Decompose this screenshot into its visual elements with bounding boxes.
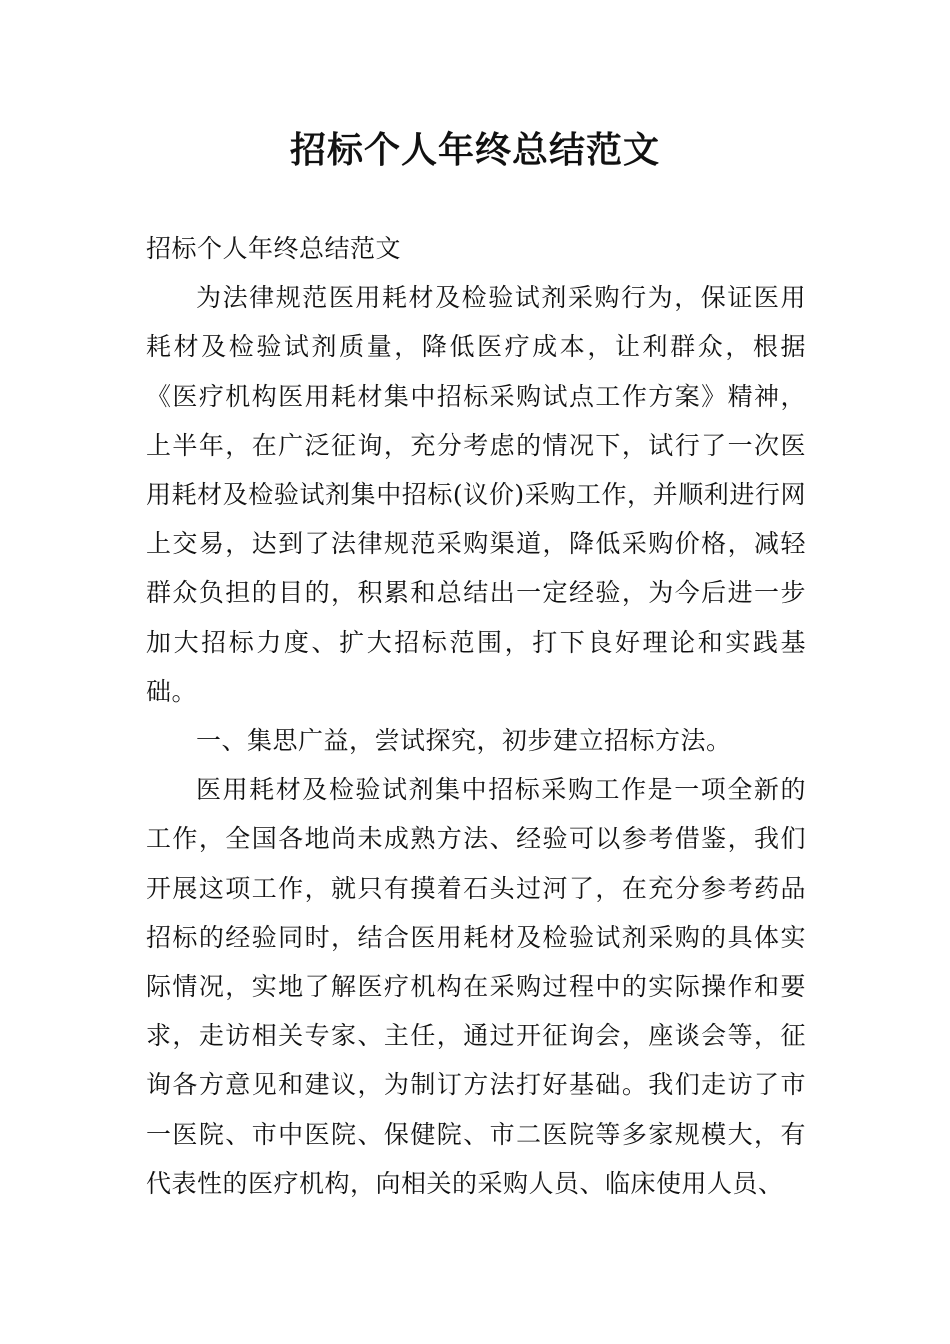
section-heading: 一、集思广益，尝试探究，初步建立招标方法。 (196, 726, 732, 756)
intro-paragraph: 为法律规范医用耗材及检验试剂采购行为，保证医用耗材及检验试剂质量，降低医疗成本，让利群众，根据《医疗机构医用耗材集中招标采购试点工作方案》精神，上半年，在广泛征询，充分考虑的情况下，试行了一次医用耗材及检验试剂集中招标(议价)采购工作，并顺利进行网上交易，达到了法律规范采购渠道，降低采购价格，减轻群众负担的目的，积累和总结出一定经验，为今后进一步加大招标力度、扩大招标范围，打下良好理论和实践基础。 (146, 283, 806, 706)
document-title: 招标个人年终总结范文 (289, 129, 660, 171)
document-body (146, 224, 806, 1208)
subtitle-paragraph: 招标个人年终总结范文 (146, 234, 402, 263)
section-paragraph: 医用耗材及检验试剂集中招标采购工作是一项全新的工作，全国各地尚未成熟方法、经验可以参考借鉴，我们开展这项工作，就只有摸着石头过河了，在充分参考药品招标的经验同时，结合医用耗材及检验试剂采购的具体实际情况，实地了解医疗机构在采购过程中的实际操作和要求，走访相关专家、主任，通过开征询会，座谈会等，征询各方意见和建议，为制订方法打好基础。我们走访了市一医院、市中医院、保健院、市二医院等多家规模大，有代表性的医疗机构，向相关的采购人员、临床使用人员、 (146, 775, 806, 1198)
